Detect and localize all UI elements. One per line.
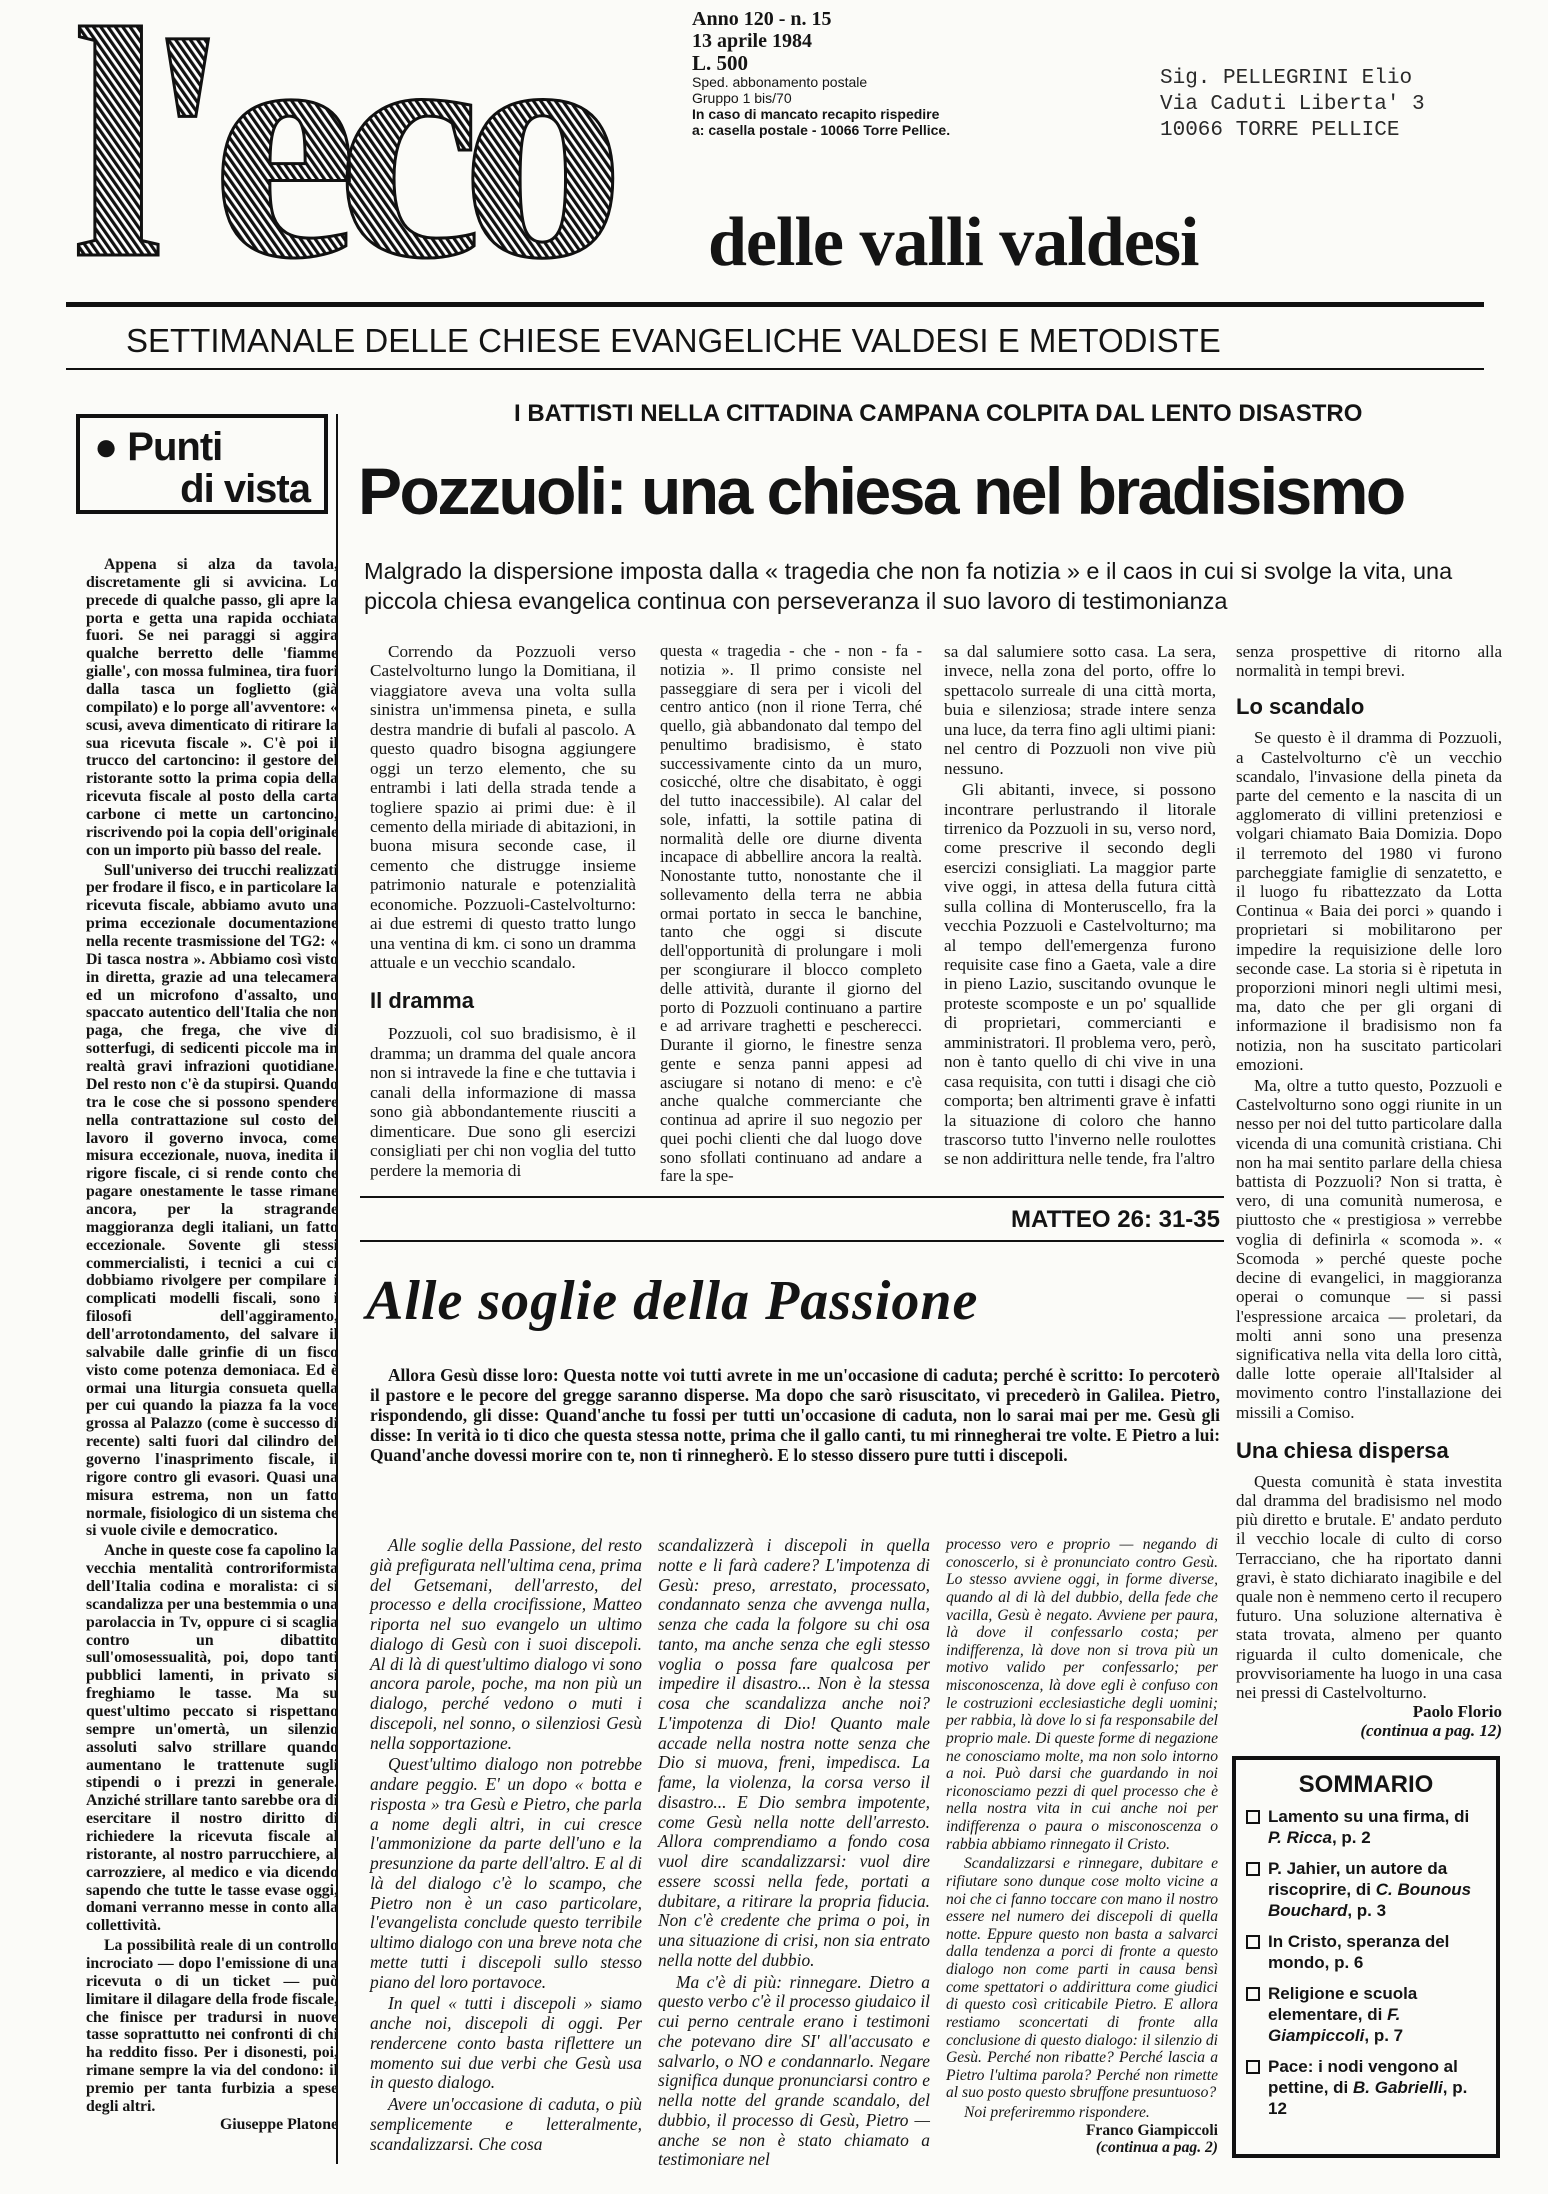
punti-label: ● Punti xyxy=(94,425,223,469)
pozzuoli-col-1 xyxy=(370,642,636,1180)
sommario-item[interactable] xyxy=(1246,1806,1486,1848)
sommario-item-text: In Cristo, speranza del mondo, p. 6 xyxy=(1268,1932,1450,1972)
checkbox-icon xyxy=(1246,1987,1260,2001)
sommario-title: SOMMARIO xyxy=(1298,1771,1434,1798)
masthead-subtitle: delle valli valdesi xyxy=(708,204,1199,281)
sommario-item-author: P. Ricca xyxy=(1268,1828,1332,1847)
sommario-box xyxy=(1232,1756,1500,2158)
sommario-item-author: C. Bounous Bouchard xyxy=(1268,1880,1472,1920)
sommario-item-page: , p. 2 xyxy=(1331,1828,1371,1847)
sommario-item-page: , p. 12 xyxy=(1268,2078,1468,2118)
di-vista-label: di vista xyxy=(180,467,310,511)
passione-col-2 xyxy=(658,1536,930,2170)
pozzuoli-headline: Pozzuoli: una chiesa nel bradisismo xyxy=(358,454,1404,528)
issue-info xyxy=(692,8,1052,138)
sommario-item-page: , p. 7 xyxy=(1364,2026,1404,2045)
checkbox-icon xyxy=(1246,1810,1260,1824)
punti-author: Giuseppe Platone xyxy=(219,2115,338,2133)
pozzuoli-continued: (continua a pag. 12) xyxy=(1360,1721,1502,1741)
sommario-item-text: P. Jahier, un autore da riscoprire, di xyxy=(1268,1859,1448,1899)
pozzuoli-paragraph: sa dal salumiere sotto casa. La sera, invece, nella zona del porto, offre lo spettacolo surreale di una città morta, buia e silenziosa; strade intere senza una luce, da terra fino agli ultimi piani: nel centro di Pozzuoli non vive più nessuno. xyxy=(944,642,1216,778)
address-line-2: Via Caduti Liberta' 3 xyxy=(1160,93,1425,116)
passione-col-1 xyxy=(370,1536,642,2154)
pozzuoli-bottom-rule xyxy=(360,1196,1224,1198)
pozzuoli-author: Paolo Florio xyxy=(1412,1702,1502,1722)
passione-headline: Alle soglie della Passione xyxy=(366,1270,979,1332)
punti-paragraph: Appena si alza da tavola, discretamente gli si avvicina. Lo precede di qualche passo, gli apre la porta e getta una rapida occhiata fuori. Se nei paraggi si aggira qualche berretto delle 'fiamme gialle', con mossa fulminea, tira fuori dalla tasca un foglietto (già compilato) e lo porge all'avventore: « scusi, aveva dimenticato di ritirare la sua ricevuta fiscale ». C'è poi il trucco del cartoncino: il gestore del ristorante sotto la prima copia della ricevuta fiscale al posto della carta carbone ci mette un cartoncino, riscrivendo poi la copia dell'originale con un importo più basso del reale. xyxy=(86,556,338,859)
passione-continued: (continua a pag. 2) xyxy=(1095,2139,1218,2157)
passione-paragraph: Scandalizzarsi e rinnegare, dubitare e rifiutare sono dunque cose molto vicine a noi che ci fanno toccare con mano il nostro essere nel numero dei discepoli di quella notte. Eppure questo non basta a salvarci dalla tendenza a porci di fronte a questo dialogo non come parti in causa bensì come spettatori o addirittura come giudici di questo così criticabile Pietro. E allora restiamo sconcertati di fronte alla conclusione di questo dialogo: il silenzio di Gesù. Perché non ribatte? Perché lascia a Pietro l'ultima parola? Perché non rimette al suo posto questo sbruffone presuntuoso? xyxy=(946,1855,1218,2102)
passione-paragraph: Ma c'è di più: rinnegare. Dietro a questo verbo c'è il processo giudaico il cui perno centrale erano i testimoni che potevano dire SI' all'accusato e salvarlo, o NO e condannarlo. Negare significa dunque pronunciarsi contro e nella notte del grande scandalo, del dubbio, il processo di Gesù, Pietro — anche se non è stato chiamato a testimoniare nel xyxy=(658,1971,930,2170)
passione-author: Franco Giampiccoli xyxy=(1085,2121,1218,2139)
passione-scripture xyxy=(370,1366,1220,1466)
pozzuoli-col-4 xyxy=(1236,642,1502,1741)
sommario-item-author: F. Giampiccoli xyxy=(1268,2005,1401,2045)
issue-number: Anno 120 - n. 15 xyxy=(692,8,832,30)
passione-paragraph: Avere un'occasione di caduta, o più semplicemente e letteralmente, scandalizzarsi. Che cosa xyxy=(370,2094,642,2154)
sommario-item[interactable] xyxy=(1246,2056,1486,2119)
passione-paragraph: Alle soglie della Passione, del resto già prefigurata nell'ultima cena, prima del Getsemani, dell'arresto, del processo e della crocifissione, Matteo riporta nel suo evangelo un ultimo dialogo di Gesù con i suoi discepoli. Al di là di quest'ultimo dialogo vi sono ancora parole, poche, ma non più un dialogo, perché vedono o muti i discepoli, nel sonno, o silenziosi Gesù nella sopportazione. xyxy=(370,1535,642,1753)
pozzuoli-kicker: I BATTISTI NELLA CITTADINA CAMPANA COLPITA DAL LENTO DISASTRO xyxy=(514,400,1363,427)
scripture-text: Allora Gesù disse loro: Questa notte voi tutti avrete in me un'occasione di caduta; perché è scritto: Io percoterò il pastore e le pecore del gregge saranno disperse. Ma dopo che sarò risuscitato, vi precederò in Galilea. Pietro, rispondendo, gli disse: Quand'anche tu fossi per tutti un'occasione di caduta, non lo sarai mai per me. Gesù gli disse: In verità io ti dico che questa stessa notte, prima che il gallo canti, tu mi rinnegherai tre volte. E Pietro a lui: Quand'anche dovessi morire con te, non ti rinnegherò. E lo stesso dissero pure tutti i discepoli. xyxy=(370,1365,1220,1465)
issue-price: L. 500 xyxy=(692,51,749,75)
pozzuoli-paragraph: Questa comunità è stata investita dal dramma del bradisismo nel modo più diretto e brutale. E' andato perduto il vecchio locale di culto di corso Terracciano, che ha riportato danni gravi, è stato dichiarato inagibile e del quale non è nemmeno certo il recupero futuro. Una soluzione alternativa è stata trovata, almeno per quanto riguarda il culto domenicale, che provvisoriamente ha luogo in una casa nei pressi di Castelvolturno. xyxy=(1236,1471,1502,1702)
pozzuoli-paragraph: Se questo è il dramma di Pozzuoli, a Castelvolturno c'è un vecchio scandalo, l'invasione della pineta da parte del cemento e la nascita di un agglomerato di villini pretenziosi e volgari chiamato Baia Domizia. Dopo il terremoto del 1980 vi furono parcheggiate famiglie di senzatetto, e il luogo fu ribattezzato da Lotta Continua « Baia dei porci » quando i proprietari si mobilitarono per impedire la requisizione delle loro seconde case. La storia si è ripetuta in proporzioni minori negli ultimi mesi, ma, dato che per gli organi di informazione il bradisismo non fa notizia, non ha suscitato particolari emozioni. xyxy=(1236,728,1502,1074)
passione-paragraph: Quest'ultimo dialogo non potrebbe andare peggio. E' un dopo « botta e risposta » tra Gesù e Pietro, che parla a nome degli altri, in cui cresce l'ammonizione da parte dell'uno e la presunzione da parte dell'altro. E al di là del dialogo c'è lo scampo, che Pietro non è un caso particolare, l'evangelista conclude questo terribile ultimo dialogo con una breve nota che mette tutti i discepoli sullo stesso piano del loro portavoce. xyxy=(370,1754,642,1992)
masthead-logo xyxy=(72,20,632,275)
sommario-item-text: Pace: i nodi vengono al pettine, di xyxy=(1268,2057,1458,2097)
pozzuoli-paragraph: Pozzuoli, col suo bradisismo, è il dramma; un dramma del quale ancora non si intravede la fine e che tuttavia i canali della informazione di massa sono già abbondantemente riusciti a dimenticare. Due sono gli esercizi consigliati per chi non voglia del tutto perdere la memoria di xyxy=(370,1024,636,1180)
pozzuoli-deck: Malgrado la dispersione imposta dalla « tragedia che non fa notizia » e il caos in cui si svolge la vita, una piccola chiesa evangelica continua con perseveranza il suo lavoro di testimonianza xyxy=(364,558,1453,614)
sommario-item[interactable] xyxy=(1246,1983,1486,2046)
masthead-tagline: SETTIMANALE DELLE CHIESE EVANGELICHE VALDESI E METODISTE xyxy=(126,322,1221,359)
sommario-list xyxy=(1246,1806,1486,2119)
passione-paragraph: Noi preferiremmo rispondere. xyxy=(964,2104,1150,2121)
pozzuoli-col-2 xyxy=(660,642,922,1186)
sommario-item[interactable] xyxy=(1246,1858,1486,1921)
punti-paragraph: Sull'universo dei trucchi realizzati per frodare il fisco, e in particolare la ricevuta fiscale, abbiamo avuto una prima eccezionale documentazione nella recente trasmissione del TG2: « Di tasca nostra ». Abbiamo così visto in diretta, grazie ad una telecamera ed un microfono d'assalto, uno spaccato autentico dell'Italia che non paga, che frega, che vive di sotterfugi, di sedicenti piccole ma in realtà gravi infrazioni quotidiane. Del resto non c'è da stupirsi. Quando tra le cose che si possono spendere nella contrattazione sul costo del lavoro il governo invoca, come misura eccezionale, nuova, inedita il rigore fiscale, ci si rende conto che pagare onestamente le tasse rimane ancora, per la stragrande maggioranza degli italiani, un fatto eccezionale. Sovente gli stessi commercialisti, i tecnici a cui ci dobbiamo rivolgere per compilare i complicati modelli fiscali, sono i filosofi dell'aggiramento, dell'arrotondamento, del salvare il salvabile dalle grinfie di un fisco visto come potenza demoniaca. Ed è ormai una liturgia consueta quella per cui quando la piazza fa la voce grossa al Palazzo (come è successo di recente) salti fuori dal cilindro del governo l'inasprimento fiscale, il rigore contro gli evasori. Quasi una misura estrema, non un fatto normale, fisiologico di un sistema che si vuole civile e democratico. xyxy=(86,861,338,1540)
sommario-item-author: B. Gabrielli xyxy=(1353,2078,1443,2097)
checkbox-icon xyxy=(1246,2060,1260,2074)
subhead-lo-scandalo: Lo scandalo xyxy=(1236,694,1365,720)
return-line-1: In caso di mancato recapito rispedire xyxy=(692,106,940,122)
address-line-3: 10066 TORRE PELLICE xyxy=(1160,119,1400,142)
postal-line-2: Gruppo 1 bis/70 xyxy=(692,90,792,106)
passione-paragraph: scandalizzerà i discepoli in quella notte e li farà cadere? L'impotenza di Gesù: preso, arrestato, processato, condannato senza che avvenga nulla, senza che cada la folgore su chi osa tanto, ma anche senza che egli stesso voglia o possa fare qualcosa per impedire il disastro... Non è la stessa cosa che scandalizza anche noi? L'impotenza di Dio! Quanto male accade nella nostra notte senza che Dio si muova, freni, impedisca. La fame, la violenza, la corsa verso il disastro... E Dio sembra impotente, come Gesù nella notte dell'arresto. Allora comprendiamo a fondo cosa vuol dire scandalizzarsi: vuol dire essere scossi nella fede, portati a dubitare, a ritirare la propria fiducia. Non c'è credente che prima o poi, in una situazione di crisi, non sia entrato nella notte del dubbio. xyxy=(658,1535,930,1970)
return-line-2: a: casella postale - 10066 Torre Pellice. xyxy=(692,122,951,138)
checkbox-icon xyxy=(1246,1862,1260,1876)
masthead-rule-top xyxy=(66,302,1484,307)
punti-article-body xyxy=(86,556,338,2134)
address-line-1: Sig. PELLEGRINI Elio xyxy=(1160,67,1413,90)
checkbox-icon xyxy=(1246,1935,1260,1949)
sommario-item-text: Religione e scuola elementare, di xyxy=(1268,1984,1418,2024)
punti-paragraph: Anche in queste cose fa capolino la vecchia mentalità controriformista dell'Italia codina e moralista: ci si scandalizza per una bestemmia o una parolaccia in Tv, oppure ci si scaglia contro un dibattito sull'omosessualità, poi, dopo tanti pubblici lamenti, in privato si freghiamo le tasse. Ma su quest'ultimo peccato si rispettano sempre un'omertà, un silenzio assoluti salvo strillare quando aumentano le trattenute sugli stipendi o i prezzi in generale. Anziché strillare tanto sarebbe ora di esercitare il nostro diritto di richiedere la ricevuta fiscale al ristorante, al nostro parrucchiere, al carrozziere, al medico e via dicendo sapendo che tutte le tasse evase oggi, domani verranno messe in conto alla collettività. xyxy=(86,1542,338,1935)
pozzuoli-paragraph: Correndo da Pozzuoli verso Castelvolturno lungo la Domitiana, il viaggiatore aveva una volta sulla sinistra un'immensa pineta, e sulla destra mandrie di bufali al pascolo. A questo quadro bisogna aggiungere oggi un terzo elemento, che su entrambi i lati della strada tende a togliere spazio ai primi due: è il cemento della miriade di abitazioni, in buona misura seconde case, il cemento che distrugge insieme patrimonio naturale e potenzialità economiche. Pozzuoli-Castelvolturno: ai due estremi di questo tratto lungo una ventina di km. ci sono un dramma attuale e un vecchio scandalo. xyxy=(370,642,636,972)
punti-di-vista-box xyxy=(76,414,328,514)
passione-paragraph: In quel « tutti i discepoli » siamo anche noi, discepoli di oggi. Per rendercene conto basta riflettere un momento sui due verbi che Gesù usa in questo dialogo. xyxy=(370,1993,642,2093)
bullet-icon: ● xyxy=(94,425,128,469)
sommario-item[interactable] xyxy=(1246,1931,1486,1973)
passione-col-3 xyxy=(946,1536,1218,2157)
sommario-item-page: , p. 3 xyxy=(1347,1901,1387,1920)
logo-text: l'eco xyxy=(72,20,604,275)
subscriber-address xyxy=(1160,66,1530,144)
subhead-chiesa-dispersa: Una chiesa dispersa xyxy=(1236,1437,1449,1463)
pozzuoli-paragraph: questa « tragedia - che - non - fa - notizia ». Il primo consiste nel passeggiare di sera per i vicoli del centro antico (non il rione Terra, ché quello, già abbandonato dal tempo del penultimo bradisismo, è stato successivamente cinto da un muro, cosicché, oltre che disabitato, è oggi del tutto inaccessibile). Al calar del sole, infatti, la sottile patina di normalità delle ore diurne diventa incapace di abbellire ancora la realtà. Nonostante tutto, nonostante che il sollevamento della terra ne abbia ormai portato in secca le banchine, tanto che oggi si discute dell'opportunità di prolungare i moli per scongiurare il blocco completo delle attività, durante il giorno del porto di Pozzuoli continuano a partire e ad arrivare traghetti e pescherecci. Durante il giorno, le finestre senza gente e senza panni appesi ad asciugare si notano di meno: e c'è anche qualche commerciante che continua ad aprire il suo negozio per quei pochi clienti che dal luogo dove sono sfollati continuano ad andare a fare la spe- xyxy=(660,641,922,1186)
punti-paragraph: La possibilità reale di un controllo incrociato — dopo l'emissione di una ricevuta o di un ticket — può limitare il dilagare della frode fiscale, che finisce per tradursi in nuove tasse soprattutto nei confronti di chi ha reddito fisso. Per i disonesti, poi, rimane sempre la via del condono: il premio per tanta furbizia a spese degli altri. xyxy=(86,1937,338,2115)
pozzuoli-col-3 xyxy=(944,642,1216,1169)
pozzuoli-paragraph: Gli abitanti, invece, si possono incontrare perlustrando il litorale tirrenico da Pozzuoli in su, verso nord, come prescrive il secondo degli esercizi consigliati. La maggior parte vive oggi, in attesa della futura città sulla collina di Monteruscello, fra la vecchia Pozzuoli e Castelvolturno; ma al tempo dell'emergenza furono requisite case fino a Gaeta, vale a dire in pieno Lazio, suscitando ovunque le proteste scomposte e un po' squallide di proprietari, commercianti e amministratori. Il problema vero, però, non è tanto quello di chi vive in una casa requisita, con tutti i disagi che ciò comporta; ben altrimenti grave è infatti la situazione di coloro che hanno trascorso tutto l'inverno nelle roulottes se non addirittura nelle tende, fra l'altro xyxy=(944,780,1216,1169)
passione-top-rule xyxy=(360,1240,1224,1242)
masthead-rule-bottom xyxy=(66,368,1484,370)
scripture-reference: MATTEO 26: 31-35 xyxy=(1011,1206,1220,1233)
sommario-item-text: Lamento su una firma, di xyxy=(1268,1807,1470,1826)
pozzuoli-paragraph: Ma, oltre a tutto questo, Pozzuoli e Castelvolturno sono oggi riunite in un nesso per noi del tutto particolare dalla vicenda di una comunità cristiana. Chi non ha mai sentito parlare della chiesa battista di Pozzuoli? Non si tratta, è vero, di una comunità numerosa, e piuttosto che « prestigiosa » verrebbe voglia di definirla « scomoda ». « Scomoda » perché queste poche decine di evangelici, in maggioranza operai o comunque — si passi l'espressione arcaica — proletari, da molti anni sono una presenza significativa nella vita della loro città, dalle lotte operaie all'Italsider al movimento contro l'installazione dei missili a Comiso. xyxy=(1236,1076,1502,1422)
subhead-il-dramma: Il dramma xyxy=(370,988,474,1014)
pozzuoli-paragraph: senza prospettive di ritorno alla normalità in tempi brevi. xyxy=(1236,642,1502,681)
passione-paragraph: processo vero e proprio — negando di conoscerlo, si è pronunciato contro Gesù. Lo stesso avviene oggi, in forme diverse, quando al di là del dubbio, della fede che vacilla, Gesù è negato. Avviene per paura, là dove il confessarlo costa; per indifferenza, là dove non si trova più un motivo valido per confessarlo; per misconoscenza, là dove egli è confuso con le costruzioni ecclesiastiche degli uomini; per rabbia, là dove lo si fa responsabile del proprio male. Di queste forme di negazione ne conosciamo molte, ma non solo intorno a noi. Può darsi che guardando in noi riconosciamo pezzi di quel processo che è nella nostra vita in cui anche noi per indifferenza o paura o misconoscenza o rabbia abbiamo rinnegato il Cristo. xyxy=(946,1536,1218,1853)
postal-line-1: Sped. abbonamento postale xyxy=(692,74,868,90)
issue-date: 13 aprile 1984 xyxy=(692,30,812,52)
